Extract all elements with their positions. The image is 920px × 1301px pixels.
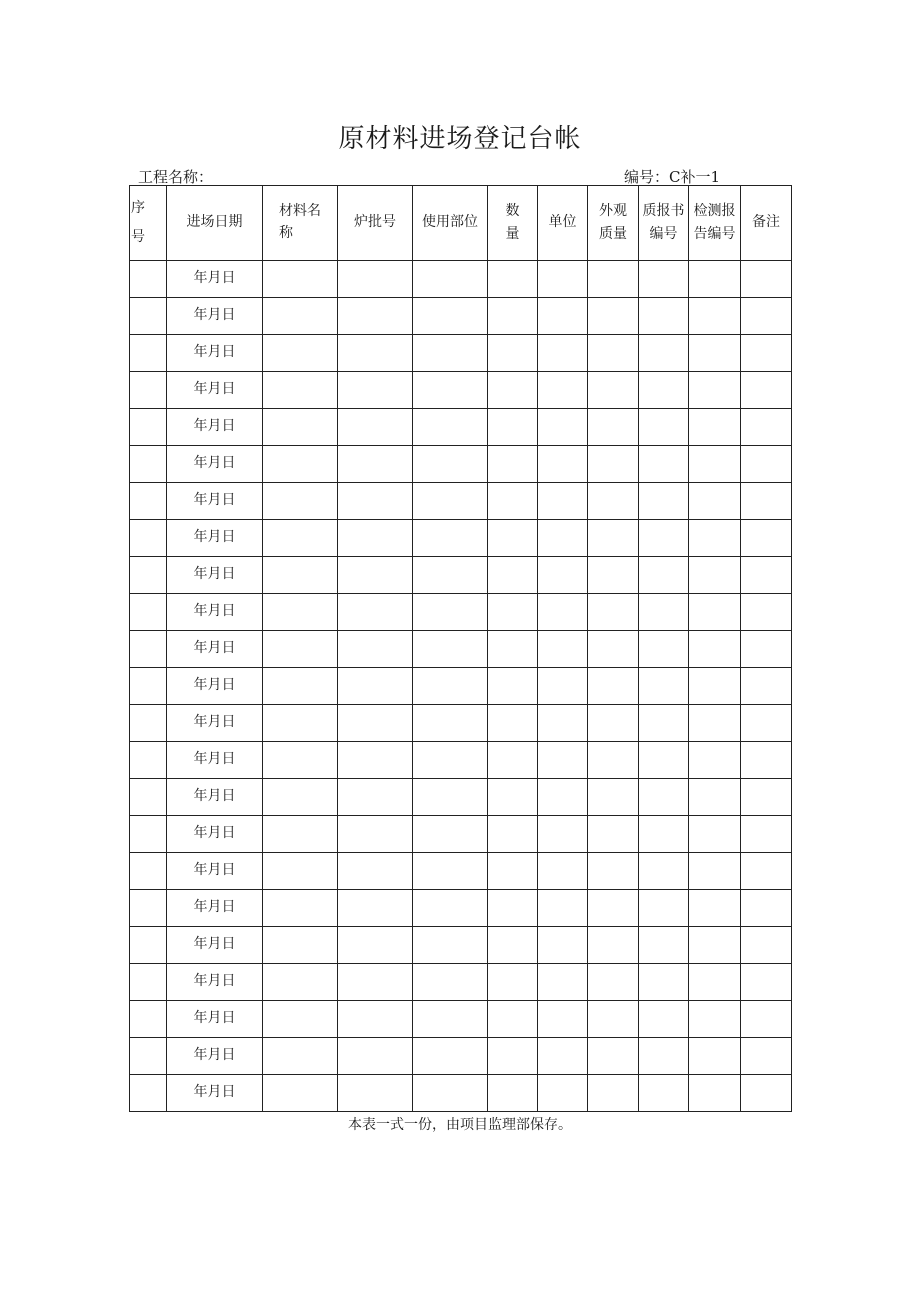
cell-appearance-quality[interactable] [588,483,639,520]
header-quality-cert-no: 质报书 编号 [639,186,689,261]
cell-test-report-no[interactable] [689,1001,741,1038]
cell-use-location[interactable] [413,335,488,372]
cell-appearance-quality[interactable] [588,557,639,594]
cell-quality-cert-no[interactable] [639,853,689,890]
cell-test-report-no[interactable] [689,816,741,853]
cell-use-location[interactable] [413,964,488,1001]
cell-batch-no[interactable] [338,853,413,890]
cell-appearance-quality[interactable] [588,372,639,409]
cell-seq[interactable] [130,594,167,631]
table-row [130,483,792,520]
table-row [130,631,792,668]
cell-batch-no[interactable] [338,779,413,816]
cell-remarks[interactable] [741,742,792,779]
cell-unit[interactable] [538,631,588,668]
cell-material-name[interactable] [263,261,338,298]
table-row [130,409,792,446]
cell-appearance-quality[interactable] [588,927,639,964]
cell-test-report-no[interactable] [689,853,741,890]
cell-remarks[interactable] [741,1001,792,1038]
table-row [130,446,792,483]
cell-use-location[interactable] [413,261,488,298]
cell-material-name[interactable] [263,594,338,631]
cell-unit[interactable] [538,557,588,594]
cell-appearance-quality[interactable] [588,409,639,446]
cell-remarks[interactable] [741,668,792,705]
page-title: 原材料进场登记台帐 [338,124,582,154]
cell-entry-date[interactable]: 年月日 [167,631,263,668]
cell-batch-no[interactable] [338,520,413,557]
cell-material-name[interactable] [263,1075,338,1112]
cell-remarks[interactable] [741,298,792,335]
cell-unit[interactable] [538,779,588,816]
cell-quantity[interactable] [488,668,538,705]
cell-batch-no[interactable] [338,557,413,594]
cell-remarks[interactable] [741,816,792,853]
cell-material-name[interactable] [263,1038,338,1075]
cell-unit[interactable] [538,742,588,779]
cell-quantity[interactable] [488,298,538,335]
header-test-report-no: 检测报 告编号 [689,186,741,261]
cell-material-name[interactable] [263,557,338,594]
cell-batch-no[interactable] [338,335,413,372]
header-batch-no: 炉批号 [338,186,413,261]
cell-unit[interactable] [538,446,588,483]
cell-material-name[interactable] [263,520,338,557]
cell-remarks[interactable] [741,890,792,927]
cell-seq[interactable] [130,1001,167,1038]
cell-material-name[interactable] [263,372,338,409]
cell-unit[interactable] [538,372,588,409]
cell-test-report-no[interactable] [689,964,741,1001]
cell-seq[interactable] [130,927,167,964]
cell-seq[interactable] [130,520,167,557]
cell-quality-cert-no[interactable] [639,335,689,372]
cell-unit[interactable] [538,594,588,631]
cell-test-report-no[interactable] [689,409,741,446]
cell-quantity[interactable] [488,483,538,520]
cell-appearance-quality[interactable] [588,298,639,335]
table-row [130,1038,792,1075]
cell-seq[interactable] [130,705,167,742]
table-row [130,557,792,594]
cell-appearance-quality[interactable] [588,594,639,631]
cell-test-report-no[interactable] [689,483,741,520]
cell-use-location[interactable] [413,631,488,668]
cell-batch-no[interactable] [338,964,413,1001]
cell-use-location[interactable] [413,446,488,483]
cell-seq[interactable] [130,742,167,779]
cell-appearance-quality[interactable] [588,742,639,779]
cell-appearance-quality[interactable] [588,668,639,705]
cell-quantity[interactable] [488,1075,538,1112]
cell-material-name[interactable] [263,964,338,1001]
table-row [130,668,792,705]
cell-entry-date[interactable]: 年月日 [167,742,263,779]
cell-use-location[interactable] [413,927,488,964]
cell-batch-no[interactable] [338,816,413,853]
cell-test-report-no[interactable] [689,890,741,927]
cell-seq[interactable] [130,890,167,927]
cell-material-name[interactable] [263,816,338,853]
table-row [130,853,792,890]
cell-quantity[interactable] [488,631,538,668]
table-row [130,742,792,779]
cell-use-location[interactable] [413,483,488,520]
cell-test-report-no[interactable] [689,1075,741,1112]
cell-remarks[interactable] [741,446,792,483]
cell-quality-cert-no[interactable] [639,1038,689,1075]
cell-material-name[interactable] [263,668,338,705]
cell-test-report-no[interactable] [689,261,741,298]
cell-unit[interactable] [538,816,588,853]
cell-quality-cert-no[interactable] [639,483,689,520]
cell-material-name[interactable] [263,483,338,520]
cell-use-location[interactable] [413,668,488,705]
cell-unit[interactable] [538,1038,588,1075]
cell-use-location[interactable] [413,742,488,779]
cell-seq[interactable] [130,668,167,705]
table-body [130,261,792,1112]
cell-appearance-quality[interactable] [588,1001,639,1038]
cell-use-location[interactable] [413,1075,488,1112]
table-row [130,705,792,742]
cell-test-report-no[interactable] [689,742,741,779]
cell-entry-date[interactable]: 年月日 [167,779,263,816]
cell-batch-no[interactable] [338,705,413,742]
cell-entry-date[interactable]: 年月日 [167,261,263,298]
cell-seq[interactable] [130,335,167,372]
cell-test-report-no[interactable] [689,779,741,816]
cell-use-location[interactable] [413,779,488,816]
cell-quality-cert-no[interactable] [639,372,689,409]
cell-unit[interactable] [538,853,588,890]
cell-unit[interactable] [538,261,588,298]
cell-remarks[interactable] [741,927,792,964]
cell-batch-no[interactable] [338,1038,413,1075]
cell-quantity[interactable] [488,779,538,816]
cell-entry-date[interactable]: 年月日 [167,668,263,705]
cell-test-report-no[interactable] [689,705,741,742]
cell-appearance-quality[interactable] [588,520,639,557]
cell-batch-no[interactable] [338,261,413,298]
header-seq: 序 号 [130,186,167,261]
cell-entry-date[interactable]: 年月日 [167,446,263,483]
cell-entry-date[interactable]: 年月日 [167,890,263,927]
cell-test-report-no[interactable] [689,594,741,631]
cell-material-name[interactable] [263,779,338,816]
cell-use-location[interactable] [413,520,488,557]
cell-quantity[interactable] [488,890,538,927]
cell-test-report-no[interactable] [689,631,741,668]
cell-quantity[interactable] [488,261,538,298]
cell-material-name[interactable] [263,890,338,927]
cell-quality-cert-no[interactable] [639,631,689,668]
cell-remarks[interactable] [741,483,792,520]
cell-appearance-quality[interactable] [588,261,639,298]
cell-use-location[interactable] [413,705,488,742]
cell-batch-no[interactable] [338,631,413,668]
cell-quantity[interactable] [488,705,538,742]
cell-quality-cert-no[interactable] [639,668,689,705]
cell-quality-cert-no[interactable] [639,557,689,594]
cell-appearance-quality[interactable] [588,631,639,668]
cell-test-report-no[interactable] [689,335,741,372]
cell-appearance-quality[interactable] [588,779,639,816]
cell-quality-cert-no[interactable] [639,890,689,927]
material-ledger-table [129,185,792,1112]
cell-test-report-no[interactable] [689,668,741,705]
cell-batch-no[interactable] [338,668,413,705]
cell-entry-date[interactable]: 年月日 [167,557,263,594]
cell-batch-no[interactable] [338,1075,413,1112]
cell-entry-date[interactable]: 年月日 [167,816,263,853]
cell-use-location[interactable] [413,372,488,409]
cell-quantity[interactable] [488,446,538,483]
cell-quality-cert-no[interactable] [639,964,689,1001]
cell-quantity[interactable] [488,1001,538,1038]
cell-use-location[interactable] [413,853,488,890]
cell-test-report-no[interactable] [689,927,741,964]
cell-quality-cert-no[interactable] [639,742,689,779]
table-row [130,1075,792,1112]
cell-quantity[interactable] [488,853,538,890]
cell-test-report-no[interactable] [689,1038,741,1075]
header-material-name: 材料名 称 [263,186,338,261]
cell-remarks[interactable] [741,409,792,446]
cell-appearance-quality[interactable] [588,446,639,483]
cell-unit[interactable] [538,1001,588,1038]
cell-use-location[interactable] [413,816,488,853]
cell-material-name[interactable] [263,853,338,890]
cell-quality-cert-no[interactable] [639,1001,689,1038]
cell-material-name[interactable] [263,335,338,372]
table-header-row [130,186,792,261]
cell-remarks[interactable] [741,557,792,594]
cell-quality-cert-no[interactable] [639,446,689,483]
table-row [130,964,792,1001]
cell-remarks[interactable] [741,705,792,742]
cell-quality-cert-no[interactable] [639,705,689,742]
cell-material-name[interactable] [263,298,338,335]
cell-seq[interactable] [130,964,167,1001]
cell-batch-no[interactable] [338,890,413,927]
table-row [130,372,792,409]
cell-quantity[interactable] [488,520,538,557]
header-remarks: 备注 [741,186,792,261]
cell-use-location[interactable] [413,594,488,631]
table-row [130,927,792,964]
cell-entry-date[interactable]: 年月日 [167,1001,263,1038]
cell-quantity[interactable] [488,409,538,446]
cell-batch-no[interactable] [338,372,413,409]
cell-quality-cert-no[interactable] [639,1075,689,1112]
cell-seq[interactable] [130,261,167,298]
cell-quantity[interactable] [488,594,538,631]
cell-unit[interactable] [538,520,588,557]
cell-unit[interactable] [538,409,588,446]
cell-remarks[interactable] [741,261,792,298]
cell-use-location[interactable] [413,409,488,446]
cell-test-report-no[interactable] [689,372,741,409]
cell-quantity[interactable] [488,816,538,853]
cell-entry-date[interactable]: 年月日 [167,927,263,964]
cell-remarks[interactable] [741,964,792,1001]
cell-quality-cert-no[interactable] [639,298,689,335]
cell-material-name[interactable] [263,631,338,668]
cell-use-location[interactable] [413,1038,488,1075]
cell-quantity[interactable] [488,742,538,779]
cell-batch-no[interactable] [338,927,413,964]
cell-entry-date[interactable]: 年月日 [167,594,263,631]
cell-batch-no[interactable] [338,298,413,335]
cell-material-name[interactable] [263,409,338,446]
cell-quality-cert-no[interactable] [639,261,689,298]
cell-remarks[interactable] [741,853,792,890]
cell-test-report-no[interactable] [689,520,741,557]
table-row [130,520,792,557]
cell-material-name[interactable] [263,1001,338,1038]
cell-appearance-quality[interactable] [588,853,639,890]
cell-seq[interactable] [130,853,167,890]
cell-unit[interactable] [538,705,588,742]
cell-remarks[interactable] [741,631,792,668]
cell-entry-date[interactable]: 年月日 [167,483,263,520]
cell-entry-date[interactable]: 年月日 [167,964,263,1001]
cell-entry-date[interactable]: 年月日 [167,409,263,446]
cell-unit[interactable] [538,890,588,927]
cell-quantity[interactable] [488,927,538,964]
cell-seq[interactable] [130,1038,167,1075]
cell-batch-no[interactable] [338,594,413,631]
cell-material-name[interactable] [263,742,338,779]
table-row [130,1001,792,1038]
cell-entry-date[interactable]: 年月日 [167,853,263,890]
cell-batch-no[interactable] [338,446,413,483]
table-row [130,890,792,927]
cell-seq[interactable] [130,372,167,409]
cell-material-name[interactable] [263,446,338,483]
table-row [130,779,792,816]
form-code-label: 编号：C补一1 [624,168,721,186]
cell-appearance-quality[interactable] [588,964,639,1001]
cell-unit[interactable] [538,668,588,705]
header-use-location: 使用部位 [413,186,488,261]
cell-unit[interactable] [538,483,588,520]
cell-remarks[interactable] [741,372,792,409]
cell-quantity[interactable] [488,1038,538,1075]
cell-unit[interactable] [538,927,588,964]
project-name-label: 工程名称： [138,168,214,186]
cell-seq[interactable] [130,779,167,816]
cell-seq[interactable] [130,816,167,853]
cell-use-location[interactable] [413,298,488,335]
cell-entry-date[interactable]: 年月日 [167,705,263,742]
cell-entry-date[interactable]: 年月日 [167,1038,263,1075]
cell-appearance-quality[interactable] [588,705,639,742]
cell-remarks[interactable] [741,594,792,631]
cell-use-location[interactable] [413,1001,488,1038]
table-row [130,816,792,853]
cell-seq[interactable] [130,409,167,446]
cell-test-report-no[interactable] [689,446,741,483]
header-entry-date: 进场日期 [167,186,263,261]
header-unit: 单位 [538,186,588,261]
cell-seq[interactable] [130,557,167,594]
cell-quality-cert-no[interactable] [639,927,689,964]
cell-seq[interactable] [130,631,167,668]
table-row [130,335,792,372]
cell-quantity[interactable] [488,335,538,372]
cell-entry-date[interactable]: 年月日 [167,1075,263,1112]
table-row [130,298,792,335]
cell-seq[interactable] [130,446,167,483]
cell-appearance-quality[interactable] [588,1038,639,1075]
cell-quantity[interactable] [488,557,538,594]
cell-appearance-quality[interactable] [588,335,639,372]
cell-batch-no[interactable] [338,409,413,446]
cell-test-report-no[interactable] [689,557,741,594]
cell-seq[interactable] [130,483,167,520]
cell-appearance-quality[interactable] [588,890,639,927]
cell-quantity[interactable] [488,964,538,1001]
header-appearance-quality: 外观 质量 [588,186,639,261]
cell-unit[interactable] [538,298,588,335]
cell-unit[interactable] [538,335,588,372]
cell-appearance-quality[interactable] [588,1075,639,1112]
cell-unit[interactable] [538,964,588,1001]
cell-batch-no[interactable] [338,1001,413,1038]
cell-material-name[interactable] [263,927,338,964]
cell-remarks[interactable] [741,1038,792,1075]
cell-entry-date[interactable]: 年月日 [167,372,263,409]
cell-quantity[interactable] [488,372,538,409]
cell-material-name[interactable] [263,705,338,742]
cell-remarks[interactable] [741,1075,792,1112]
cell-quality-cert-no[interactable] [639,594,689,631]
cell-use-location[interactable] [413,890,488,927]
cell-quality-cert-no[interactable] [639,816,689,853]
cell-remarks[interactable] [741,335,792,372]
cell-entry-date[interactable]: 年月日 [167,335,263,372]
table-row [130,594,792,631]
cell-unit[interactable] [538,1075,588,1112]
cell-batch-no[interactable] [338,483,413,520]
cell-remarks[interactable] [741,520,792,557]
header-quantity: 数 量 [488,186,538,261]
cell-quality-cert-no[interactable] [639,779,689,816]
cell-quality-cert-no[interactable] [639,520,689,557]
cell-batch-no[interactable] [338,742,413,779]
cell-seq[interactable] [130,1075,167,1112]
cell-entry-date[interactable]: 年月日 [167,298,263,335]
cell-remarks[interactable] [741,779,792,816]
cell-quality-cert-no[interactable] [639,409,689,446]
cell-use-location[interactable] [413,557,488,594]
cell-test-report-no[interactable] [689,298,741,335]
footer-note: 本表一式一份，由项目监理部保存。 [348,1117,572,1133]
table-row [130,261,792,298]
cell-appearance-quality[interactable] [588,816,639,853]
cell-seq[interactable] [130,298,167,335]
cell-entry-date[interactable]: 年月日 [167,520,263,557]
